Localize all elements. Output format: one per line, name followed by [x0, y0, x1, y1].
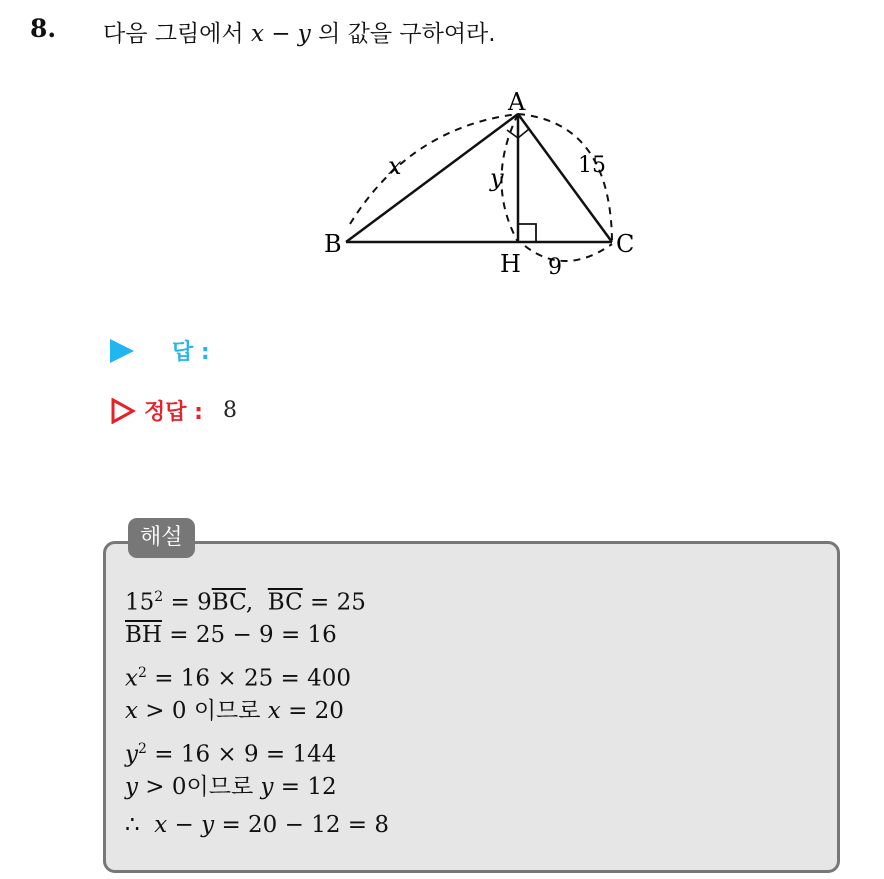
side-ac	[518, 114, 612, 242]
outline-triangle-icon	[110, 398, 136, 424]
arc-hc	[525, 244, 612, 261]
solution-line-3: $x^2 = 16 \times 25 = 400$	[125, 665, 352, 692]
solution-tag: 해설	[128, 518, 195, 558]
play-triangle-icon	[110, 339, 134, 363]
answer-label: 답 :	[172, 340, 210, 365]
label-a: A	[508, 88, 526, 116]
solution-line-6: y > 0이므로 y = 12	[125, 774, 337, 800]
answer-row	[110, 335, 210, 366]
triangle-figure	[310, 82, 650, 282]
solution-line-2: $\overline{BH} = 25 - 9 = 16$	[125, 622, 337, 648]
right-angle-mark-h	[518, 224, 536, 242]
label-x: x	[388, 152, 402, 180]
solution-lines	[125, 578, 389, 844]
question-text-after: 의 값을 구하여라.	[310, 21, 496, 47]
question-variable-expression: x − y	[250, 21, 311, 47]
solution-line-4: x > 0 이므로 x = 20	[125, 698, 344, 724]
arc-ah	[502, 114, 519, 242]
solution-line-7: ∴ x − y = 20 − 12 = 8	[125, 812, 390, 838]
correct-answer-label: 정답 :	[144, 400, 203, 425]
label-h: H	[500, 250, 521, 278]
label-y: y	[490, 164, 504, 192]
label-hc-length: 9	[548, 255, 562, 280]
question-number: 8.	[30, 14, 57, 43]
question-text-before: 다음 그림에서	[103, 21, 251, 47]
label-c: C	[616, 230, 635, 258]
solution-line-5: $y^2 = 16 \times 9 = 144$	[125, 741, 337, 768]
label-b: B	[324, 230, 342, 258]
label-ac-length: 15	[578, 153, 606, 178]
question-text	[103, 15, 496, 48]
correct-answer-row	[110, 395, 237, 426]
solution-line-1: $15^2 = 9\overline{BC}$, $\overline{BC} = 25$	[125, 589, 366, 616]
correct-answer-value: 8	[222, 398, 237, 423]
